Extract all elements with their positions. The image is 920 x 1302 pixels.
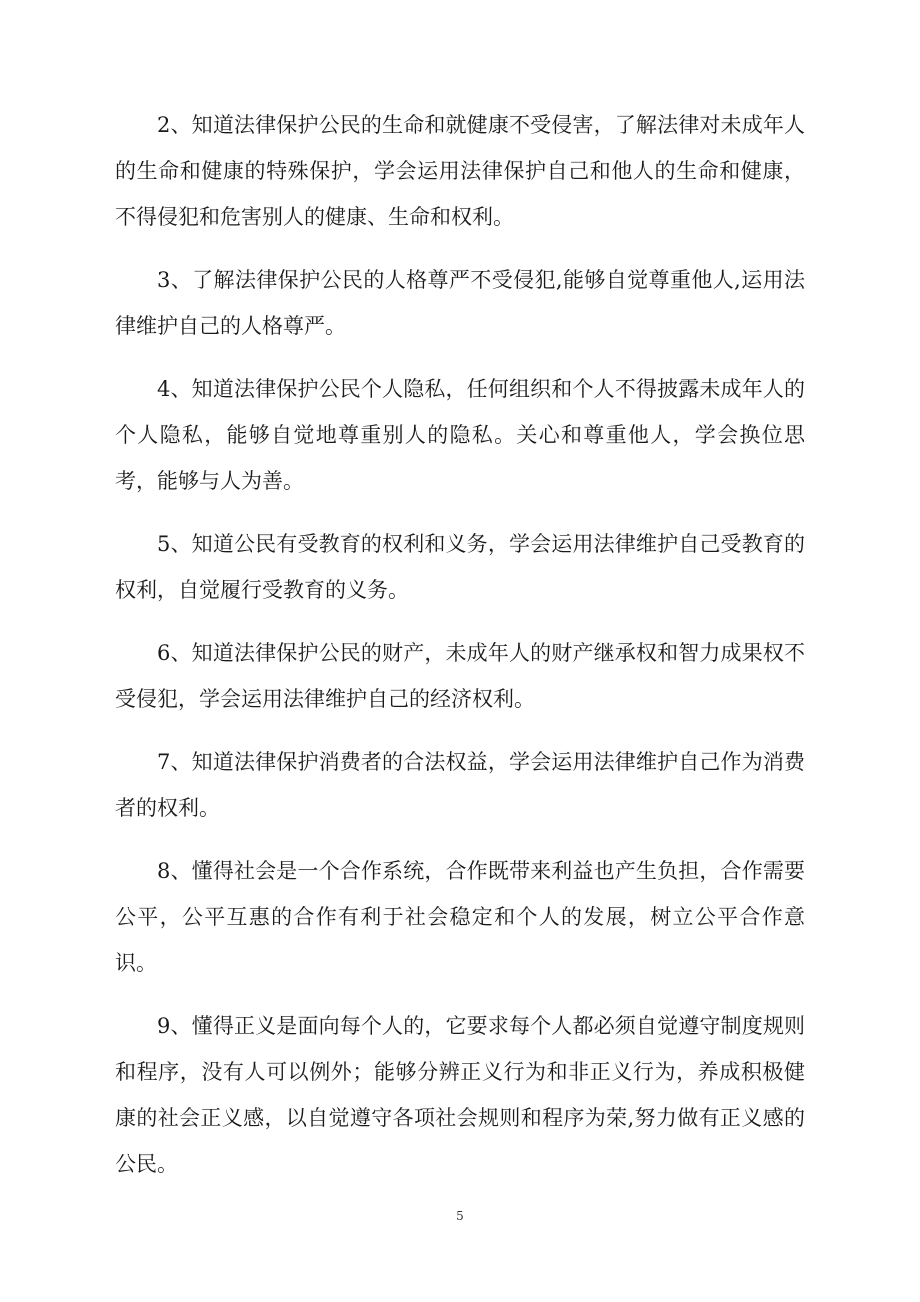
paragraph-item-4: 4、知道法律保护公民个人隐私，任何组织和个人不得披露未成年人的个人隐私，能够自觉地尊重别人的隐私。关心和尊重他人，学会换位思考，能够与人为善。 [115, 377, 805, 493]
paragraph-item-3: 3、了解法律保护公民的人格尊严不受侵犯,能够自觉尊重他人,运用法律维护自己的人格尊严。 [115, 268, 805, 338]
paragraph-item-2: 2、知道法律保护公民的生命和就健康不受侵害，了解法律对未成年人的生命和健康的特殊保护，学会运用法律保护自己和他人的生命和健康，不得侵犯和危害别人的健康、生命和权利。 [115, 113, 805, 229]
paragraph-item-9: 9、懂得正义是面向每个人的，它要求每个人都必须自觉遵守制度规则和程序，没有人可以例外；能够分辨正义行为和非正义行为，养成积极健康的社会正义感，以自觉遵守各项社会规则和程序为荣,努力做有正义感的公民。 [115, 1014, 805, 1176]
paragraph-item-5: 5、知道公民有受教育的权利和义务，学会运用法律维护自己受教育的权利，自觉履行受教育的义务。 [115, 532, 805, 602]
paragraph-item-8: 8、懂得社会是一个合作系统，合作既带来利益也产生负担，合作需要公平，公平互惠的合作有利于社会稳定和个人的发展，树立公平合作意识。 [115, 859, 805, 975]
document-body [115, 102, 805, 1204]
paragraph-item-6: 6、知道法律保护公民的财产，未成年人的财产继承权和智力成果权不受侵犯，学会运用法律维护自己的经济权利。 [115, 641, 805, 711]
paragraph-item-7: 7、知道法律保护消费者的合法权益，学会运用法律维护自己作为消费者的权利。 [115, 750, 805, 820]
page-number: 5 [456, 1209, 464, 1223]
